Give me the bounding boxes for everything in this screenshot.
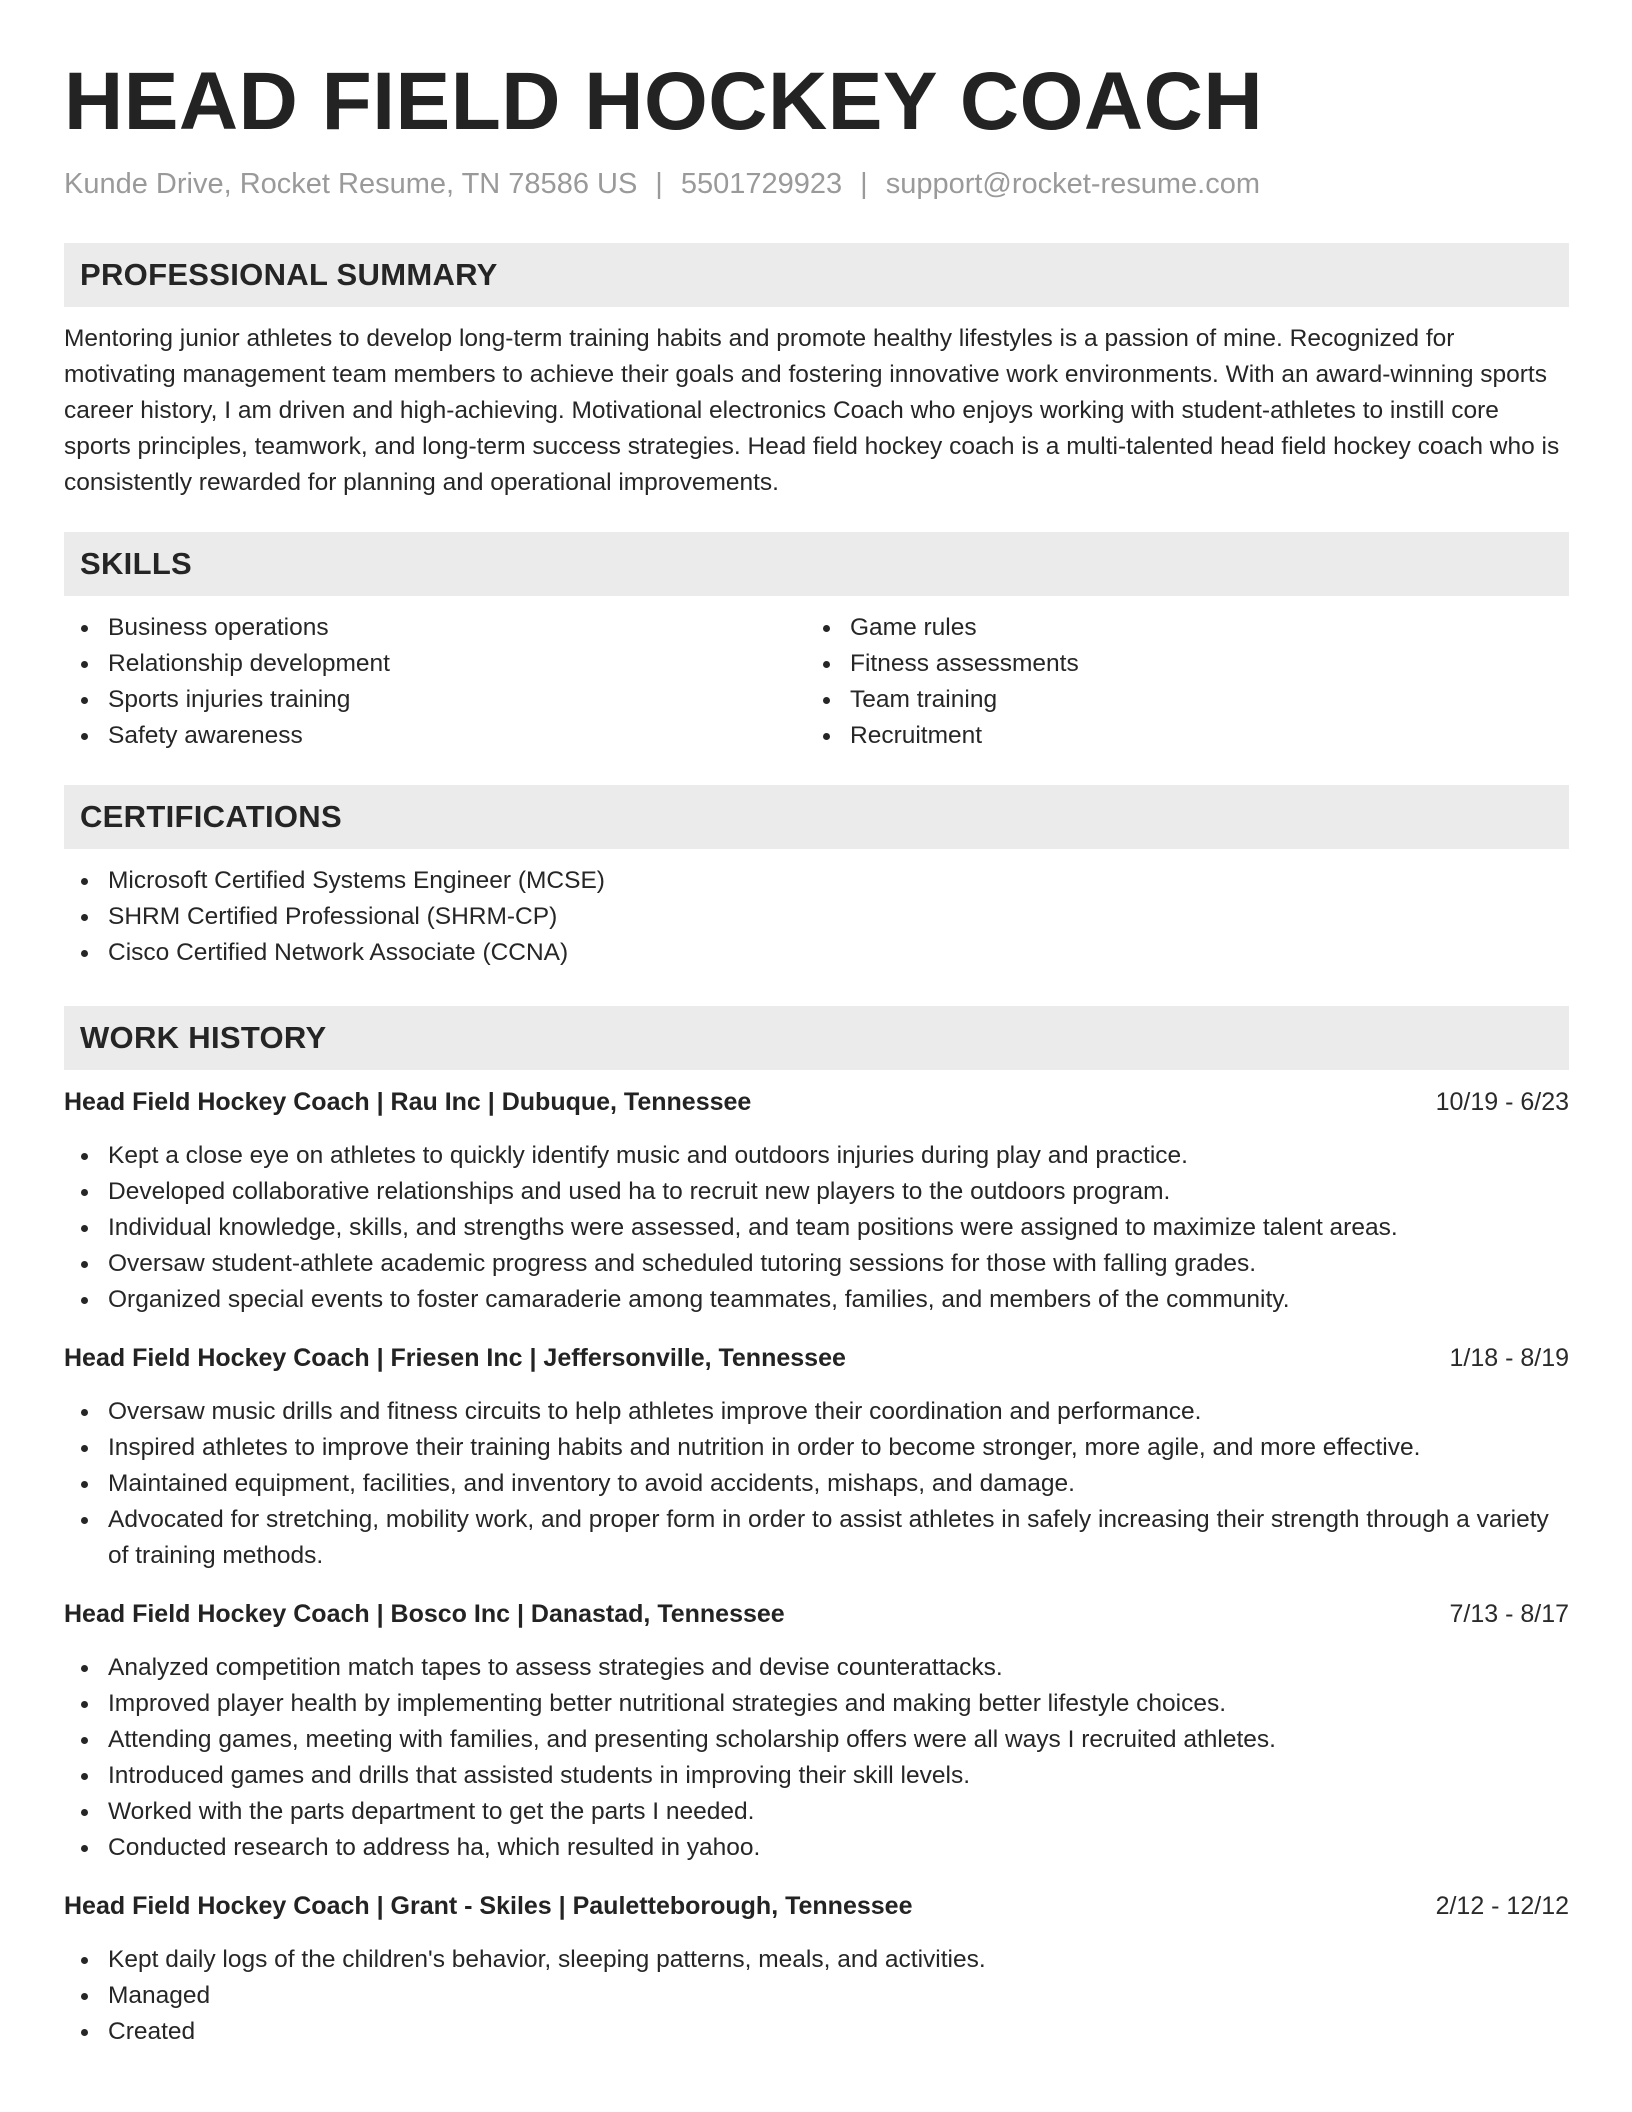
list-item bbox=[64, 1466, 1569, 1502]
list-item bbox=[64, 1502, 1569, 1574]
job-entry bbox=[64, 1888, 1569, 2050]
list-item bbox=[64, 1942, 1569, 1978]
bullet-icon bbox=[81, 950, 88, 957]
job-bullet-text: Kept a close eye on athletes to quickly identify music and outdoors injuries during play and practice. bbox=[108, 1142, 1188, 1169]
job-title: Head Field Hockey Coach | Bosco Inc | Danastad, Tennessee bbox=[64, 1600, 785, 1628]
job-dates: 10/19 - 6/23 bbox=[1435, 1088, 1569, 1116]
bullet-icon bbox=[81, 1517, 88, 1524]
section-header-skills: SKILLS bbox=[64, 532, 1569, 596]
job-bullet-text: Oversaw music drills and fitness circuits to help athletes improve their coordination and performance. bbox=[108, 1398, 1202, 1425]
job-header bbox=[64, 1888, 1569, 1924]
list-item bbox=[64, 1758, 1569, 1794]
job-dates: 1/18 - 8/19 bbox=[1449, 1344, 1569, 1372]
skill-text: Team training bbox=[850, 686, 998, 713]
bullet-icon bbox=[81, 1189, 88, 1196]
bullet-icon bbox=[823, 625, 830, 632]
section-header-summary: PROFESSIONAL SUMMARY bbox=[64, 243, 1569, 307]
skill-text: Game rules bbox=[850, 614, 977, 641]
bullet-icon bbox=[81, 1701, 88, 1708]
job-bullet-text: Individual knowledge, skills, and strengths were assessed, and team positions were assigned to maximize talent areas. bbox=[108, 1214, 1398, 1241]
bullet-icon bbox=[81, 2029, 88, 2036]
job-bullets bbox=[64, 1138, 1569, 1318]
bullet-icon bbox=[81, 914, 88, 921]
job-bullet-text: Improved player health by implementing better nutritional strategies and making better lifestyle choices. bbox=[108, 1690, 1227, 1717]
list-item bbox=[806, 682, 1548, 718]
job-bullet-text: Managed bbox=[108, 1982, 211, 2009]
bullet-icon bbox=[81, 625, 88, 632]
job-dates: 2/12 - 12/12 bbox=[1435, 1892, 1569, 1920]
skills-left-list bbox=[64, 610, 806, 754]
bullet-icon bbox=[823, 697, 830, 704]
candidate-title: HEAD FIELD HOCKEY COACH bbox=[64, 56, 1264, 147]
job-bullets bbox=[64, 1650, 1569, 1866]
job-bullet-text: Developed collaborative relationships and used ha to recruit new players to the outdoors program. bbox=[108, 1178, 1171, 1205]
job-bullet-text: Attending games, meeting with families, and presenting scholarship offers were all ways I recruited athletes. bbox=[108, 1726, 1276, 1753]
bullet-icon bbox=[81, 878, 88, 885]
summary-text: Mentoring junior athletes to develop long-term training habits and promote healthy lifestyles is a passion of mine. Recognized for motivating management team members to achieve their goals and fostering innovative work environments. With an award-winning sports career history, I am driven and high-achieving. Motivational electronics Coach who enjoys working with student-athletes to instill core sports principles, teamwork, and long-term success strategies. Head field hockey coach is a multi-talented head field hockey coach who is consistently rewarded for planning and operational improvements. bbox=[64, 325, 1560, 496]
list-item bbox=[64, 1174, 1569, 1210]
skill-text: Sports injuries training bbox=[108, 686, 351, 713]
list-item bbox=[64, 682, 806, 718]
job-bullet-text: Worked with the parts department to get the parts I needed. bbox=[108, 1798, 755, 1825]
job-title: Head Field Hockey Coach | Rau Inc | Dubuque, Tennessee bbox=[64, 1088, 752, 1116]
list-item bbox=[64, 1394, 1569, 1430]
job-bullet-text: Introduced games and drills that assisted students in improving their skill levels. bbox=[108, 1762, 970, 1789]
bullet-icon bbox=[81, 661, 88, 668]
list-item bbox=[64, 1430, 1569, 1466]
bullet-icon bbox=[81, 697, 88, 704]
list-item bbox=[806, 610, 1548, 646]
certification-text: Cisco Certified Network Associate (CCNA) bbox=[108, 939, 569, 966]
list-item bbox=[64, 1722, 1569, 1758]
list-item bbox=[64, 935, 1569, 971]
list-item bbox=[806, 646, 1548, 682]
list-item bbox=[64, 1650, 1569, 1686]
contact-phone: 5501729923 bbox=[680, 168, 843, 200]
bullet-icon bbox=[81, 1737, 88, 1744]
list-item bbox=[64, 899, 1569, 935]
job-bullet-text: Created bbox=[108, 2018, 196, 2045]
job-bullet-text: Organized special events to foster camaraderie among teammates, families, and members of the community. bbox=[108, 1286, 1290, 1313]
bullet-icon bbox=[81, 1957, 88, 1964]
job-bullet-text: Advocated for stretching, mobility work, and proper form in order to assist athletes in safely increasing their strength through a variety of training methods. bbox=[108, 1506, 1549, 1569]
bullet-icon bbox=[81, 1409, 88, 1416]
skills-grid bbox=[64, 610, 1569, 754]
job-title: Head Field Hockey Coach | Grant - Skiles | Pauletteborough, Tennessee bbox=[64, 1892, 913, 1920]
job-bullet-text: Inspired athletes to improve their training habits and nutrition in order to become stronger, more agile, and more effective. bbox=[108, 1434, 1421, 1461]
bullet-icon bbox=[81, 1261, 88, 1268]
contact-separator: | bbox=[860, 168, 868, 200]
certification-text: Microsoft Certified Systems Engineer (MCSE) bbox=[108, 867, 605, 894]
job-entry bbox=[64, 1596, 1569, 1866]
job-header bbox=[64, 1596, 1569, 1632]
list-item bbox=[64, 1794, 1569, 1830]
skill-text: Relationship development bbox=[108, 650, 390, 677]
list-item bbox=[64, 1830, 1569, 1866]
bullet-icon bbox=[81, 1845, 88, 1852]
job-bullet-text: Maintained equipment, facilities, and inventory to avoid accidents, mishaps, and damage. bbox=[108, 1470, 1075, 1497]
list-item bbox=[64, 1686, 1569, 1722]
bullet-icon bbox=[823, 661, 830, 668]
bullet-icon bbox=[81, 1153, 88, 1160]
bullet-icon bbox=[81, 1993, 88, 2000]
contact-address: Kunde Drive, Rocket Resume, TN 78586 US bbox=[64, 168, 638, 200]
bullet-icon bbox=[81, 1773, 88, 1780]
job-bullet-text: Analyzed competition match tapes to assess strategies and devise counterattacks. bbox=[108, 1654, 1003, 1681]
contact-line bbox=[64, 164, 1569, 204]
skills-right-list bbox=[806, 610, 1548, 754]
list-item bbox=[64, 1978, 1569, 2014]
skill-text: Fitness assessments bbox=[850, 650, 1079, 677]
list-item bbox=[64, 863, 1569, 899]
certifications-list bbox=[64, 863, 1569, 971]
list-item bbox=[64, 718, 806, 754]
job-header bbox=[64, 1084, 1569, 1120]
bullet-icon bbox=[81, 1481, 88, 1488]
list-item bbox=[64, 1138, 1569, 1174]
list-item bbox=[806, 718, 1548, 754]
skill-text: Safety awareness bbox=[108, 722, 303, 749]
job-bullet-text: Kept daily logs of the children's behavior, sleeping patterns, meals, and activities. bbox=[108, 1946, 986, 1973]
bullet-icon bbox=[81, 1225, 88, 1232]
job-entry bbox=[64, 1084, 1569, 1318]
section-header-work-history: WORK HISTORY bbox=[64, 1006, 1569, 1070]
job-title: Head Field Hockey Coach | Friesen Inc | Jeffersonville, Tennessee bbox=[64, 1344, 846, 1372]
list-item bbox=[64, 646, 806, 682]
bullet-icon bbox=[81, 1445, 88, 1452]
list-item bbox=[64, 1210, 1569, 1246]
bullet-icon bbox=[81, 1809, 88, 1816]
bullet-icon bbox=[81, 1665, 88, 1672]
job-bullets bbox=[64, 1394, 1569, 1574]
list-item bbox=[64, 1246, 1569, 1282]
skill-text: Business operations bbox=[108, 614, 329, 641]
contact-separator: | bbox=[655, 168, 663, 200]
contact-email: support@rocket-resume.com bbox=[885, 168, 1261, 200]
job-header bbox=[64, 1340, 1569, 1376]
job-bullet-text: Oversaw student-athlete academic progress and scheduled tutoring sessions for those with falling grades. bbox=[108, 1250, 1257, 1277]
job-bullets bbox=[64, 1942, 1569, 2050]
bullet-icon bbox=[823, 733, 830, 740]
skill-text: Recruitment bbox=[850, 722, 983, 749]
certification-text: SHRM Certified Professional (SHRM-CP) bbox=[108, 903, 558, 930]
list-item bbox=[64, 2014, 1569, 2050]
list-item bbox=[64, 1282, 1569, 1318]
bullet-icon bbox=[81, 1297, 88, 1304]
job-bullet-text: Conducted research to address ha, which resulted in yahoo. bbox=[108, 1834, 761, 1861]
job-entry bbox=[64, 1340, 1569, 1574]
section-header-certifications: CERTIFICATIONS bbox=[64, 785, 1569, 849]
list-item bbox=[64, 610, 806, 646]
job-dates: 7/13 - 8/17 bbox=[1449, 1600, 1569, 1628]
bullet-icon bbox=[81, 733, 88, 740]
